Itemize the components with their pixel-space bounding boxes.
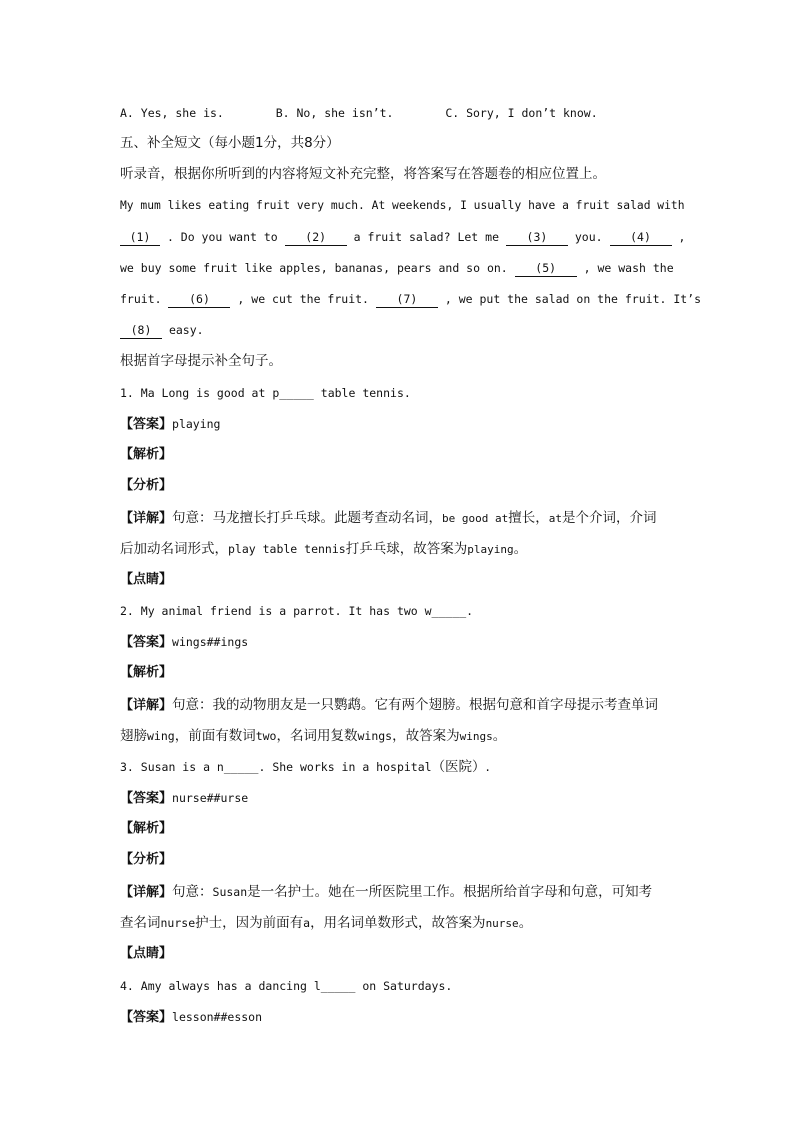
passage-line-3: we buy some fruit like apples, bananas, pears and so on. (5) , we wash the <box>120 261 674 275</box>
section-instruction: 听录音，根据你所听到的内容将短文补充完整，将答案写在答题卷的相应位置上。 <box>120 166 606 182</box>
option-a: A. Yes, she is. <box>120 106 224 120</box>
passage-line-1: My mum likes eating fruit very much. At weekends, I usually have a fruit salad with <box>120 199 685 212</box>
q3-detail-line-1: 【详解】句意：Susan是一名护士。她在一所医院里工作。根据所给首字母和句意，可知考 <box>120 884 653 900</box>
blank-5[interactable]: (5) <box>515 260 577 277</box>
section-instruction-2: 根据首字母提示补全句子。 <box>120 353 282 369</box>
blank-7[interactable]: (7) <box>376 291 438 308</box>
answer-text: wings##ings <box>172 635 249 649</box>
blank-4[interactable]: (4) <box>610 229 672 246</box>
section-title: 五、补全短文（每小题1分，共8分） <box>120 135 340 151</box>
blank-2[interactable]: (2) <box>285 229 347 246</box>
q1-answer <box>120 415 680 434</box>
q2-detail-line-2: 翅膀wing，前面有数词two，名词用复数wings，故答案为wings。 <box>120 728 507 744</box>
passage-line-4: fruit. (6) , we cut the fruit. (7) , we put the salad on the fruit. It’s <box>120 292 702 306</box>
q2-analysis-tag: 【解析】 <box>120 665 173 680</box>
option-b: B. No, she isn’t. <box>275 106 394 120</box>
passage-line-5: (8) easy. <box>120 321 680 339</box>
q1-fenxi-tag: 【分析】 <box>120 478 173 493</box>
option-c: C. Sory, I don’t know. <box>445 106 598 120</box>
q3-answer <box>120 789 680 808</box>
question-3: 3. Susan is a n_____. She works in a hospital（医院）. <box>120 759 490 775</box>
answer-tag: 【答案】 <box>120 635 173 650</box>
answer-tag: 【答案】 <box>120 1010 173 1025</box>
q1-analysis-tag: 【解析】 <box>120 447 173 462</box>
question-4: 4. Amy always has a dancing l_____ on Saturdays. <box>120 979 453 993</box>
answer-text: playing <box>172 417 221 431</box>
q1-detail-line-1: 【详解】句意：马龙擅长打乒乓球。此题考查动名词，be good at擅长，at是个介词，介词 <box>120 510 657 526</box>
answer-tag: 【答案】 <box>120 791 173 806</box>
answer-text: nurse##urse <box>172 791 249 805</box>
q2-detail-line-1: 【详解】句意：我的动物朋友是一只鹦鹉。它有两个翅膀。根据句意和首字母提示考查单词 <box>120 697 659 713</box>
question-2: 2. My animal friend is a parrot. It has two w_____. <box>120 604 474 618</box>
blank-1[interactable]: (1) <box>120 229 160 246</box>
question-1: 1. Ma Long is good at p_____ table tennis. <box>120 386 411 400</box>
answer-tag: 【答案】 <box>120 417 173 432</box>
answer-text: lesson##esson <box>172 1010 263 1024</box>
passage-line-2: (1) . Do you want to (2) a fruit salad? Let me (3) you. (4) , <box>120 228 680 246</box>
blank-8[interactable]: (8) <box>120 322 162 339</box>
answer-options <box>120 104 680 122</box>
q3-fenxi-tag: 【分析】 <box>120 852 173 867</box>
q3-detail-line-2: 查名词nurse护士，因为前面有a，用名词单数形式，故答案为nurse。 <box>120 915 533 931</box>
q2-answer <box>120 633 680 652</box>
q4-answer <box>120 1008 680 1027</box>
blank-3[interactable]: (3) <box>506 229 568 246</box>
q3-analysis-tag: 【解析】 <box>120 821 173 836</box>
q3-comment-tag: 【点睛】 <box>120 946 173 961</box>
q1-comment-tag: 【点睛】 <box>120 572 173 587</box>
q1-detail-line-2: 后加动名词形式，play table tennis打乒乓球，故答案为playing。 <box>120 541 528 557</box>
blank-6[interactable]: (6) <box>168 291 230 308</box>
